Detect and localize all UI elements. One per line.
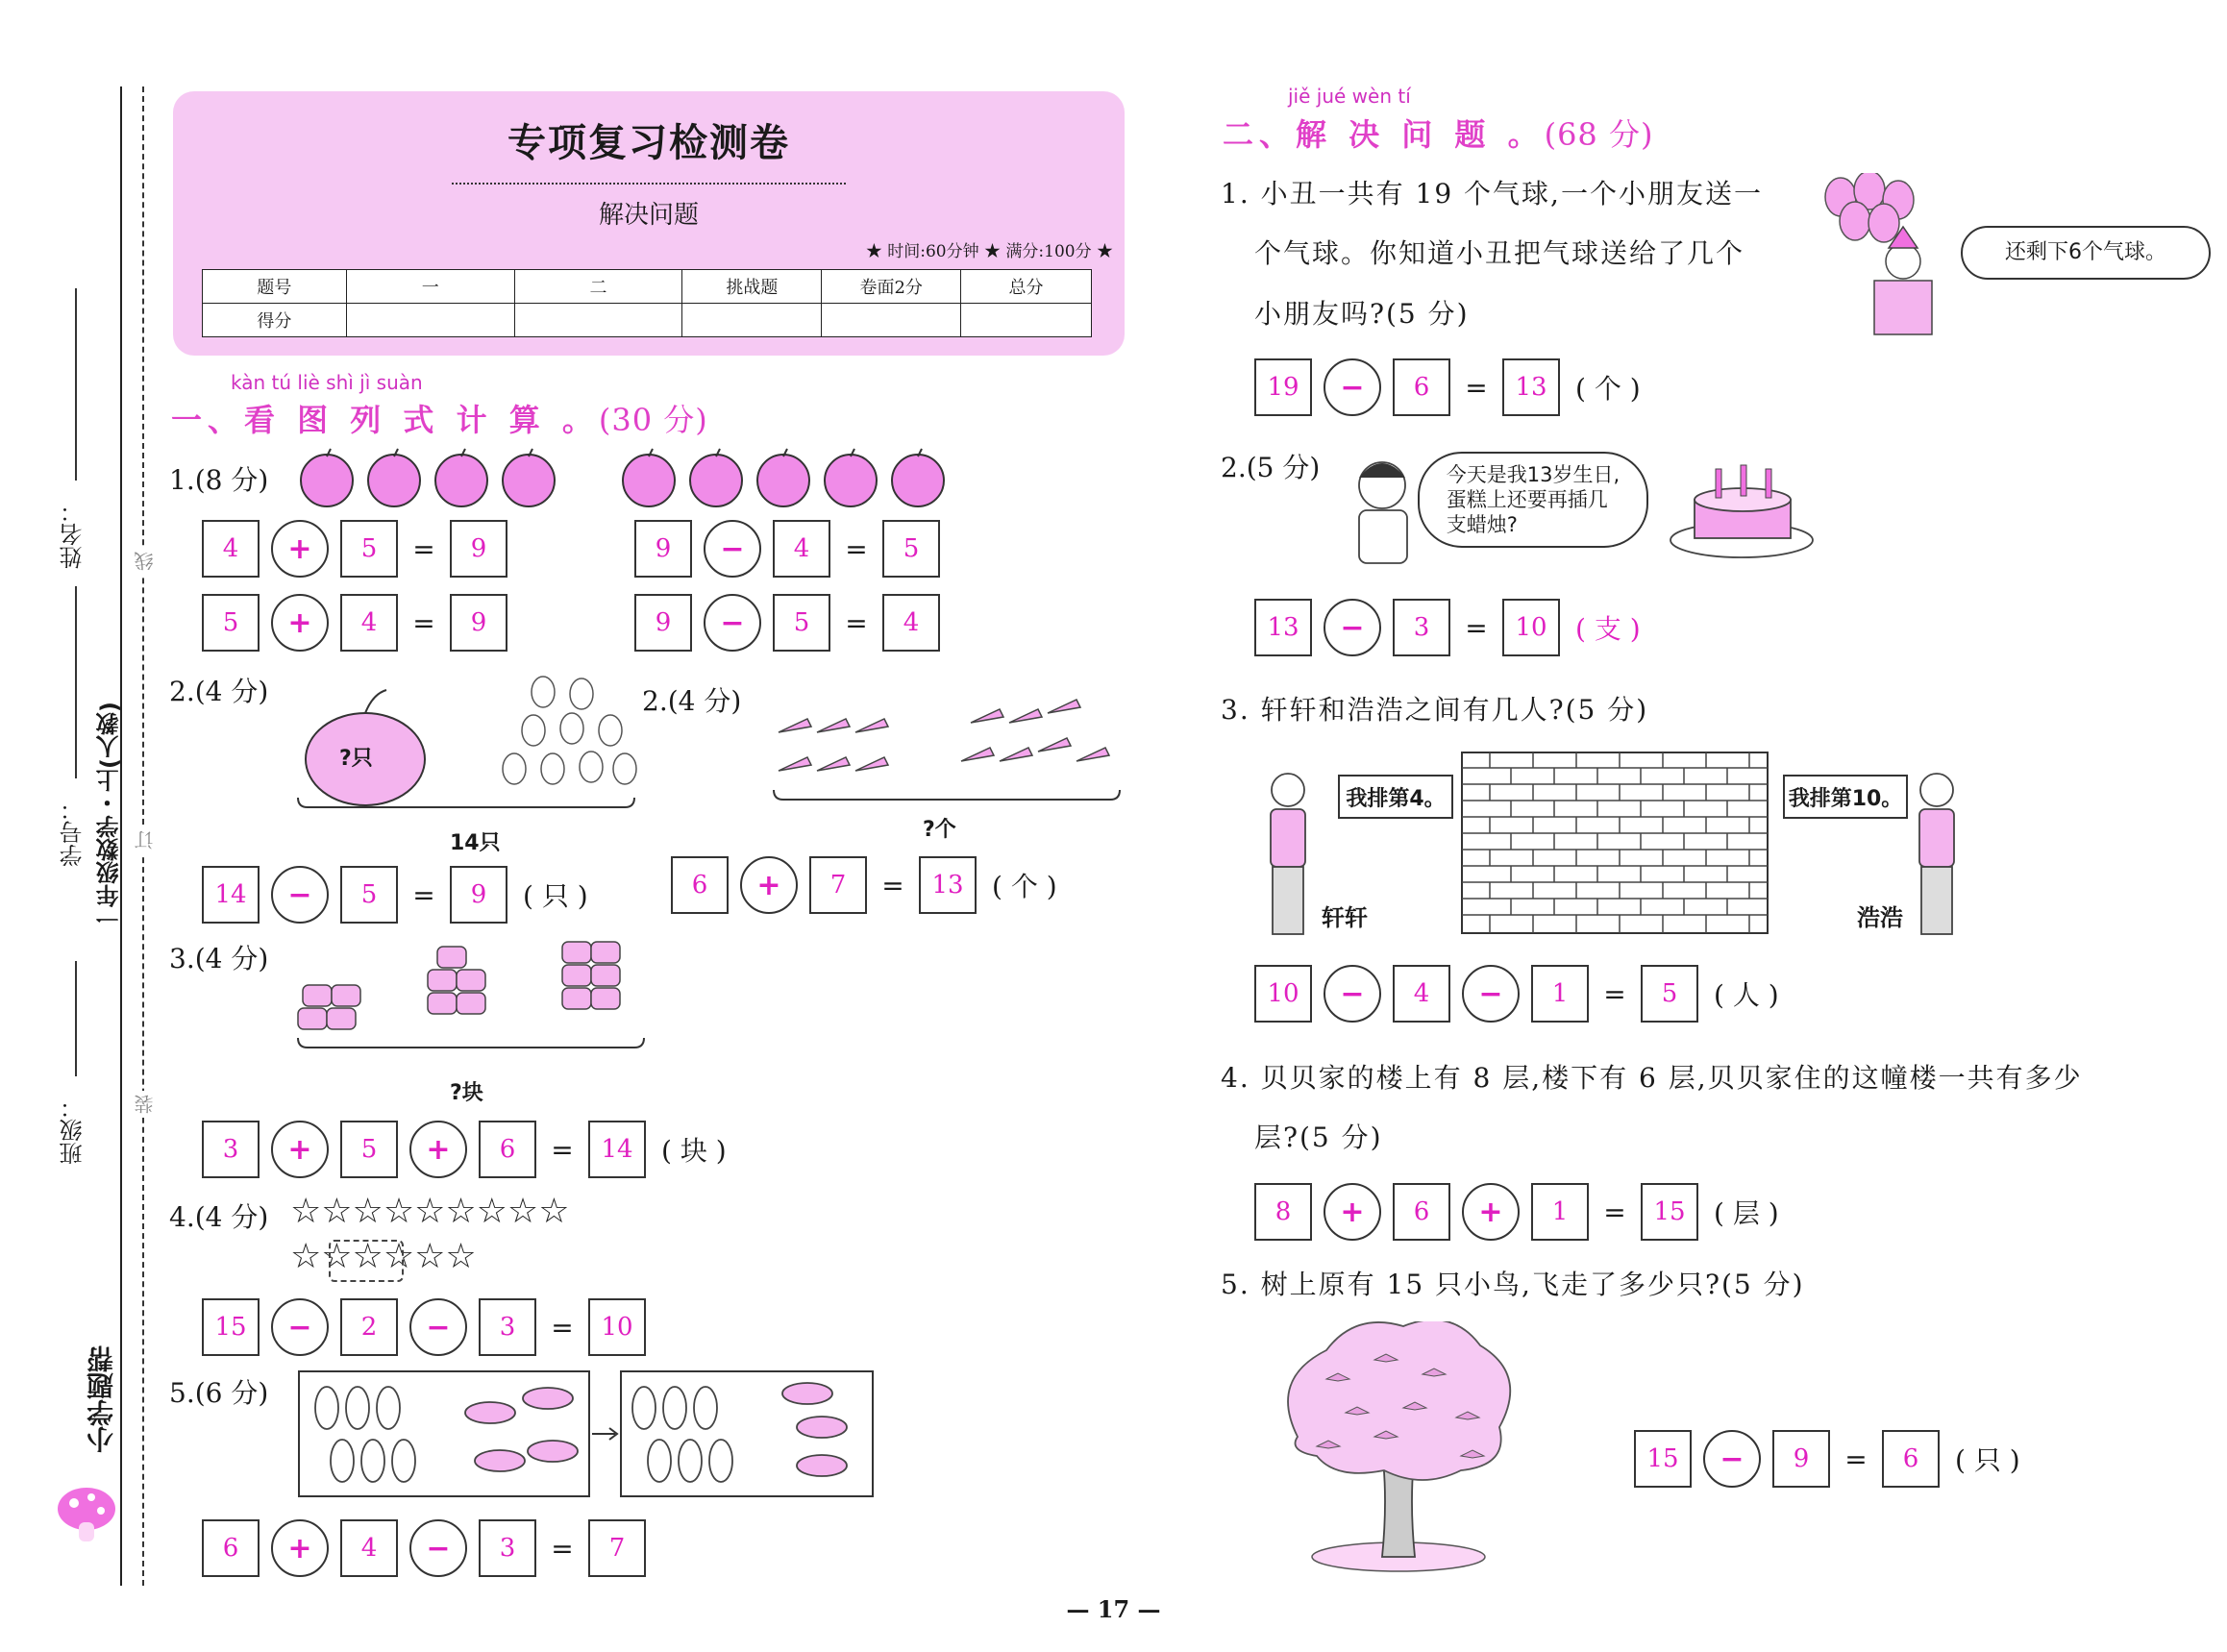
r-q2-label: 2.(5 分) xyxy=(1221,452,1321,483)
q2a-total: 14只 xyxy=(450,831,501,855)
operator-circle[interactable]: + xyxy=(1324,1183,1381,1241)
clown-balloons-illustration xyxy=(1821,173,1937,336)
equals-sign: = xyxy=(1603,1196,1626,1228)
unit-label: ( 块 ) xyxy=(661,1135,727,1167)
answer-box[interactable]: 4 xyxy=(882,594,940,652)
operator-circle[interactable]: − xyxy=(1703,1430,1761,1488)
answer-box[interactable]: 9 xyxy=(450,594,507,652)
answer-box[interactable]: 4 xyxy=(773,520,830,578)
answer-box[interactable]: 6 xyxy=(1393,1183,1450,1241)
r-q2-bubble-line1: 今天是我13岁生日, xyxy=(1446,462,1621,486)
mark-ding: 订 xyxy=(131,826,159,853)
id-fill-line xyxy=(75,586,77,778)
answer-box[interactable]: 14 xyxy=(202,866,260,924)
answer-box[interactable]: 13 xyxy=(919,856,977,914)
carrots-illustration xyxy=(769,684,1125,804)
answer-box[interactable]: 6 xyxy=(479,1121,536,1178)
q2a-label: 2.(4 分) xyxy=(169,676,269,707)
operator-circle[interactable]: − xyxy=(271,1298,329,1356)
operator-circle[interactable]: + xyxy=(271,594,329,652)
answer-box[interactable]: 5 xyxy=(1641,965,1698,1023)
answer-box[interactable]: 10 xyxy=(1254,965,1312,1023)
th-part-1: 一 xyxy=(346,270,514,304)
q4-label: 4.(4 分) xyxy=(169,1201,269,1233)
equals-sign: = xyxy=(845,606,868,639)
answer-box[interactable]: 5 xyxy=(340,520,398,578)
th-total: 总分 xyxy=(961,270,1092,304)
unit-label: ( 人 ) xyxy=(1714,979,1779,1011)
q5-equation xyxy=(202,1518,657,1578)
section2-pinyin: jiě jué wèn tí xyxy=(1288,85,1411,108)
th-part-2: 二 xyxy=(514,270,682,304)
answer-box[interactable]: 9 xyxy=(450,866,507,924)
operator-circle[interactable]: − xyxy=(704,594,761,652)
class-label: 班级： xyxy=(60,1096,87,1165)
q4-equation xyxy=(202,1297,657,1357)
score-cell[interactable] xyxy=(822,304,961,337)
answer-box[interactable]: 1 xyxy=(1531,965,1589,1023)
section1-heading xyxy=(171,396,708,440)
class-fill-line xyxy=(75,961,77,1076)
score-row-label: 得分 xyxy=(203,304,347,337)
q1-equation-3 xyxy=(202,593,519,653)
equals-sign: = xyxy=(1465,611,1488,644)
q2a-equation xyxy=(202,865,588,925)
answer-box[interactable]: 5 xyxy=(202,594,260,652)
q3-label: 3.(4 分) xyxy=(169,943,269,974)
answer-box[interactable]: 5 xyxy=(340,866,398,924)
name-fill-line xyxy=(75,288,77,481)
mushroom-logo-icon xyxy=(53,1480,120,1547)
answer-box[interactable]: 4 xyxy=(340,594,398,652)
page-title: 专项复习检测卷 xyxy=(507,121,790,165)
unit-label: ( 只 ) xyxy=(1955,1444,2020,1476)
answer-box[interactable]: 4 xyxy=(202,520,260,578)
answer-box[interactable]: 15 xyxy=(1641,1183,1698,1241)
boy-illustration xyxy=(1346,456,1423,567)
answer-box[interactable]: 3 xyxy=(479,1519,536,1577)
q4-stars-row2: ☆☆☆☆☆☆ xyxy=(290,1237,477,1276)
answer-box[interactable]: 9 xyxy=(1772,1430,1830,1488)
q1-equation-2 xyxy=(634,519,952,579)
r-q2-speech-bubble xyxy=(1418,452,1648,548)
equals-sign: = xyxy=(845,532,868,565)
r-q3-bubble-left: 我排第4。 xyxy=(1338,775,1453,819)
r-q4-line1: 4. 贝贝家的楼上有 8 层,楼下有 6 层,贝贝家住的这幢楼一共有多少 xyxy=(1221,1062,2083,1094)
operator-circle[interactable]: + xyxy=(740,856,798,914)
binding-margin xyxy=(0,0,159,1652)
grade-label: 一年级数学・上(人教) xyxy=(96,702,123,930)
r-q4-line2: 层?(5 分) xyxy=(1254,1122,1383,1153)
score-cell[interactable] xyxy=(346,304,514,337)
answer-box[interactable]: 6 xyxy=(202,1519,260,1577)
answer-box[interactable]: 7 xyxy=(809,856,867,914)
equals-sign: = xyxy=(551,1133,574,1166)
answer-box[interactable]: 13 xyxy=(1502,358,1560,416)
operator-circle[interactable]: − xyxy=(409,1519,467,1577)
answer-box[interactable]: 9 xyxy=(450,520,507,578)
unit-label: ( 层 ) xyxy=(1714,1197,1779,1229)
r-q1-equation xyxy=(1254,358,1641,417)
page-subtitle: 解决问题 xyxy=(598,201,699,230)
section1-title: 一、看 图 列 式 计 算 。 xyxy=(171,402,599,438)
cakes-illustration xyxy=(293,937,649,1072)
section2-heading xyxy=(1223,111,1653,155)
equals-sign: = xyxy=(551,1311,574,1344)
operator-circle[interactable]: + xyxy=(1462,1183,1520,1241)
answer-box[interactable]: 5 xyxy=(882,520,940,578)
answer-box[interactable]: 15 xyxy=(202,1298,260,1356)
operator-circle[interactable]: − xyxy=(271,866,329,924)
answer-box[interactable]: 8 xyxy=(1254,1183,1312,1241)
answer-box[interactable]: 5 xyxy=(340,1121,398,1178)
operator-circle[interactable]: + xyxy=(271,1121,329,1178)
r-q1-line1: 1. 小丑一共有 19 个气球,一个小朋友送一 xyxy=(1221,178,1763,210)
answer-box[interactable]: 7 xyxy=(588,1519,646,1577)
q1-equation-4 xyxy=(634,593,952,653)
answer-box[interactable]: 3 xyxy=(1393,599,1450,656)
r-q3-text: 3. 轩轩和浩浩之间有几人?(5 分) xyxy=(1221,694,1649,726)
time-info: ★ 时间:60分钟 ★ 满分:100分 ★ xyxy=(865,242,1113,261)
q2b-label: 2.(4 分) xyxy=(642,685,742,717)
r-q3-equation xyxy=(1254,964,1779,1023)
r-q2-bubble-line2: 蛋糕上还要再插几 xyxy=(1446,487,1608,511)
answer-box[interactable]: 2 xyxy=(340,1298,398,1356)
answer-box[interactable]: 13 xyxy=(1254,599,1312,656)
answer-box[interactable]: 3 xyxy=(479,1298,536,1356)
answer-box[interactable]: 10 xyxy=(588,1298,646,1356)
equals-sign: = xyxy=(1844,1442,1868,1475)
equals-sign: = xyxy=(412,532,435,565)
answer-box[interactable]: 6 xyxy=(671,856,729,914)
r-q3-bubble-right: 我排第10。 xyxy=(1783,775,1908,819)
birthday-cake-illustration xyxy=(1668,452,1817,562)
q2a-unknown: ?只 xyxy=(339,747,373,771)
r-q5-equation xyxy=(1634,1429,2020,1489)
equals-sign: = xyxy=(1603,977,1626,1010)
section2-title: 二、解 决 问 题 。 xyxy=(1223,116,1545,153)
unit-label: ( 个 ) xyxy=(1575,373,1641,405)
answer-box[interactable]: 6 xyxy=(1882,1430,1940,1488)
answer-box[interactable]: 4 xyxy=(1393,965,1450,1023)
operator-circle[interactable]: − xyxy=(1324,358,1381,416)
section1-pinyin: kàn tú liè shì jì suàn xyxy=(231,371,423,394)
boy-xuanxuan-illustration xyxy=(1259,769,1317,942)
r-q4-equation xyxy=(1254,1182,1779,1242)
operator-circle[interactable]: + xyxy=(409,1121,467,1178)
q2b-equation xyxy=(671,855,1057,915)
answer-box[interactable]: 15 xyxy=(1634,1430,1692,1488)
answer-box[interactable]: 1 xyxy=(1531,1183,1589,1241)
answer-box[interactable]: 9 xyxy=(634,594,692,652)
q3-total: ?块 xyxy=(450,1081,483,1105)
q4-stars-row1: ☆☆☆☆☆☆☆☆☆ xyxy=(290,1192,570,1231)
r-q1-speech-bubble: 还剩下6个气球。 xyxy=(1961,226,2211,280)
answer-box[interactable]: 6 xyxy=(1393,358,1450,416)
operator-circle[interactable]: − xyxy=(409,1298,467,1356)
th-challenge: 挑战题 xyxy=(682,270,822,304)
exam-header xyxy=(173,91,1125,356)
score-cell[interactable] xyxy=(682,304,822,337)
th-neatness: 卷面2分 xyxy=(822,270,961,304)
r-q3-name-left: 轩轩 xyxy=(1322,904,1368,931)
r-q5-text: 5. 树上原有 15 只小鸟,飞走了多少只?(5 分) xyxy=(1221,1269,1805,1300)
operator-circle[interactable]: − xyxy=(1462,965,1520,1023)
answer-box[interactable]: 3 xyxy=(202,1121,260,1178)
equals-sign: = xyxy=(412,878,435,911)
answer-box[interactable]: 5 xyxy=(773,594,830,652)
section2-points: (68 分) xyxy=(1544,116,1654,153)
page-number: — 17 — xyxy=(1066,1595,1161,1623)
unit-label: ( 只 ) xyxy=(523,880,588,912)
operator-circle[interactable]: − xyxy=(704,520,761,578)
q1-label: 1.(8 分) xyxy=(169,464,269,496)
q5-label: 5.(6 分) xyxy=(169,1377,269,1409)
brand-logo-text: 小学题帮 xyxy=(86,1345,117,1453)
r-q1-line3: 小朋友吗?(5 分) xyxy=(1254,298,1470,330)
unit-label: ( 个 ) xyxy=(992,871,1057,902)
r-q3-name-right: 浩浩 xyxy=(1857,904,1903,931)
equals-sign: = xyxy=(881,869,904,901)
th-question-no: 题号 xyxy=(203,270,347,304)
brick-wall-illustration xyxy=(1461,752,1769,934)
dinosaurs-illustration xyxy=(298,1369,875,1499)
answer-box[interactable]: 14 xyxy=(588,1121,646,1178)
r-q1-line2: 个气球。你知道小丑把气球送给了几个 xyxy=(1254,237,1745,269)
equals-sign: = xyxy=(551,1532,574,1565)
equals-sign: = xyxy=(412,606,435,639)
operator-circle[interactable]: + xyxy=(271,1519,329,1577)
boy-haohao-illustration xyxy=(1908,769,1966,942)
equals-sign: = xyxy=(1465,371,1488,404)
r-q2-equation xyxy=(1254,598,1641,657)
score-cell[interactable] xyxy=(961,304,1092,337)
score-table xyxy=(202,269,1092,337)
q4-grouped-stars-outline xyxy=(329,1240,404,1282)
unit-label: ( 支 ) xyxy=(1575,613,1641,645)
q2b-total: ?个 xyxy=(923,818,956,842)
mark-zhuang: 装 xyxy=(131,1091,159,1118)
answer-box[interactable]: 10 xyxy=(1502,599,1560,656)
answer-box[interactable]: 4 xyxy=(340,1519,398,1577)
name-label: 姓名： xyxy=(60,500,87,569)
score-cell[interactable] xyxy=(514,304,682,337)
operator-circle[interactable]: + xyxy=(271,520,329,578)
r-q2-bubble-line3: 支蜡烛? xyxy=(1446,513,1518,537)
q3-equation xyxy=(202,1120,727,1179)
title-divider xyxy=(452,183,846,185)
section1-points: (30 分) xyxy=(598,402,708,438)
apples-illustration xyxy=(293,447,956,509)
student-id-label: 学号： xyxy=(60,798,87,867)
operator-circle[interactable]: − xyxy=(1324,965,1381,1023)
answer-box[interactable]: 19 xyxy=(1254,358,1312,416)
tree-with-birds-illustration xyxy=(1269,1321,1528,1576)
mark-xian: 线 xyxy=(131,548,159,575)
q1-equation-1 xyxy=(202,519,519,579)
answer-box[interactable]: 9 xyxy=(634,520,692,578)
operator-circle[interactable]: − xyxy=(1324,599,1381,656)
